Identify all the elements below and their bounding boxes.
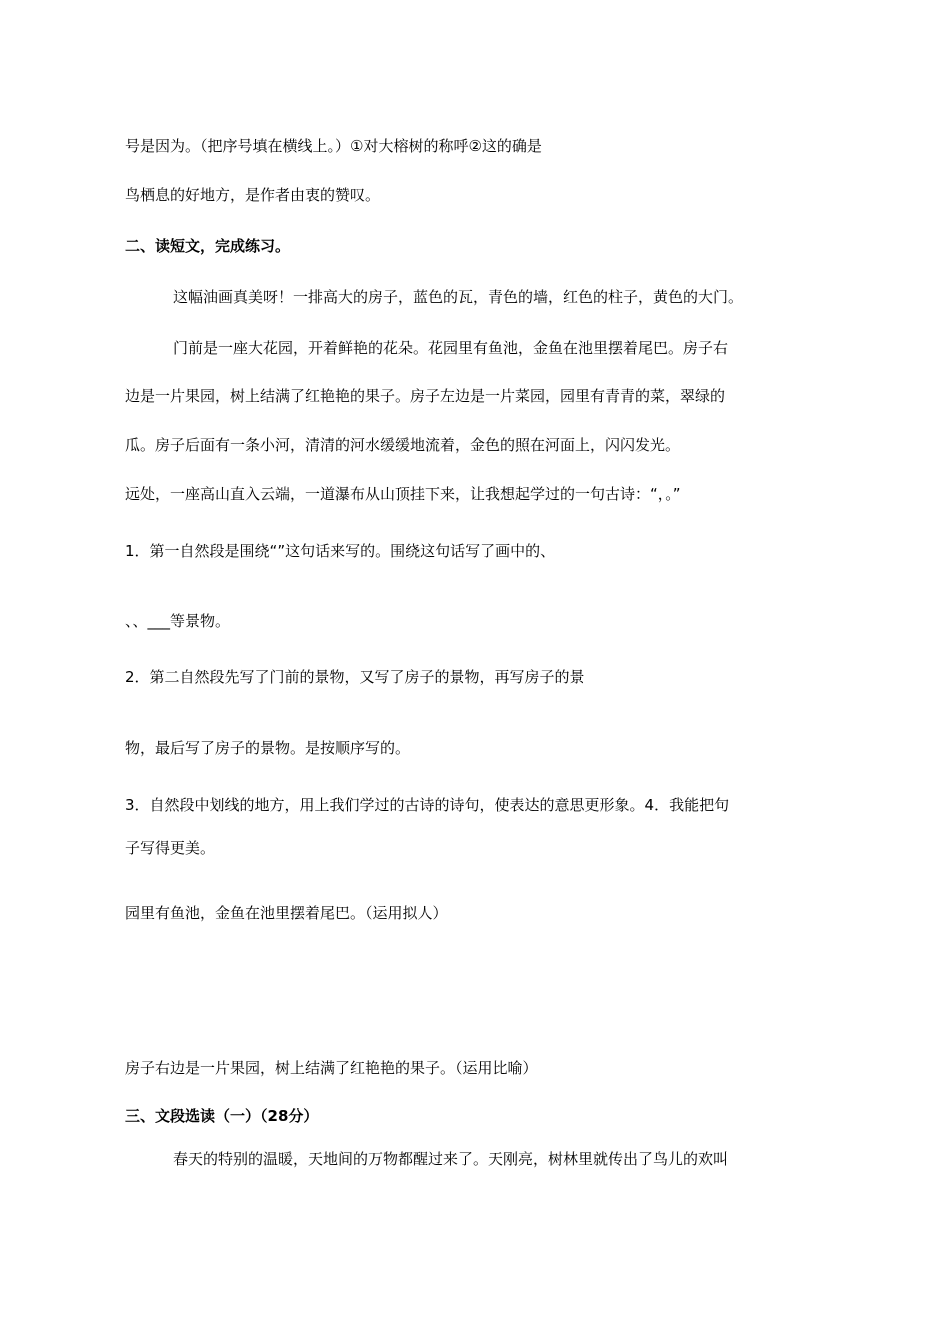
question-1: 1．第一自然段是围绕“”这句话来写的。围绕这句话写了画中的、 [125,542,556,560]
question-2: 2．第二自然段先写了门前的景物，又写了房子的景物，再写房子的景 [125,668,585,686]
exercise-sentence: 园里有鱼池，金鱼在池里摆着尾巴。（运用拟人） [125,904,448,922]
question-4-continued: 子写得更美。 [125,839,216,857]
section-heading: 三、文段选读（一）（28分） [125,1107,319,1125]
exercise-sentence: 房子右边是一片果园，树上结满了红艳艳的果子。（运用比喻） [125,1059,538,1077]
paragraph-line: 边是一片果园，树上结满了红艳艳的果子。房子左边是一片菜园，园里有青青的菜，翠绿的 [125,387,726,405]
question-2-continued: 物，最后写了房子的景物。是按顺序写的。 [125,739,411,757]
section-heading: 二、读短文，完成练习。 [125,237,291,255]
text-line: 鸟栖息的好地方，是作者由衷的赞叹。 [125,186,381,204]
question-1-continued: 、、___等景物。 [125,612,231,630]
paragraph-line: 瓜。房子后面有一条小河，清清的河水缓缓地流着，金色的照在河面上，闪闪发光。 [125,436,681,454]
paragraph-line: 门前是一座大花园，开着鲜艳的花朵。花园里有鱼池，金鱼在池里摆着尾巴。房子右 [173,339,729,357]
question-3: 3．自然段中划线的地方，用上我们学过的古诗的诗句，使表达的意思更形象。4．我能把句 [125,796,730,814]
paragraph-line: 这幅油画真美呀！一排高大的房子，蓝色的瓦，青色的墙，红色的柱子，黄色的大门。 [173,288,744,306]
text-line: 号是因为。（把序号填在横线上。）①对大榕树的称呼②这的确是 [125,137,542,155]
paragraph-line: 春天的特别的温暖，天地间的万物都醒过来了。天刚亮，树林里就传出了鸟儿的欢叫 [173,1150,729,1168]
paragraph-line: 远处，一座高山直入云端，一道瀑布从山顶挂下来，让我想起学过的一句古诗：“，。” [125,485,681,503]
